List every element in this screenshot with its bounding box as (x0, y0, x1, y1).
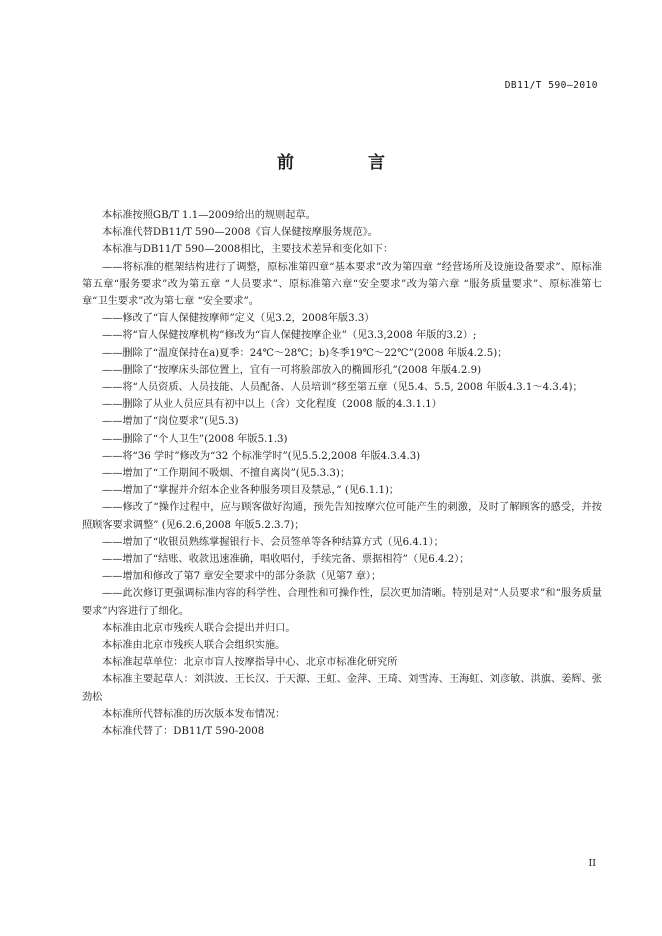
list-item: ——增加和修改了第7 章安全要求中的部分条款（见第7 章）； (102, 571, 382, 583)
paragraph: 本标准按照GB/T 1.1—2009给出的规则起草。 (102, 210, 316, 221)
list-item: ——将“盲人保健按摩机构”修改为“盲人保健按摩企业”（见3.3,2008 年版的3.2）; (102, 330, 477, 342)
list-item: ——将标准的框架结构进行了调整，原标准第四章“基本要求”改为第四章 “经营场所及设施设备要求”、原标准第五章“服务要求”改为第五章 “人员要求”、原标准第六章“安全要求”改为第六章 “服务质量要求”、原标准第七章“卫生要求”改为第七章 “安全要求”。 (82, 261, 602, 308)
doc-code: DB11/T 590—2010 (504, 80, 598, 91)
list-item: ——此次修订更强调标准内容的科学性、合理性和可操作性，层次更加清晰。特别是对“人员要求”和“服务质量要求”内容进行了细化。 (82, 588, 602, 617)
list-item: ——删除了“个人卫生”(2008 年版5.1.3) (102, 433, 288, 445)
paragraph: 本标准主要起草人：刘洪波、王长汉、于天源、王虹、金萍、王琦、刘雪涛、王海虹、刘彦敏、洪旗、姜辉、张劲松 (82, 674, 602, 703)
page-title: 前 言 (277, 153, 419, 173)
list-item: ——删除了从业人员应具有初中以上（含）文化程度（2008 版的4.3.1.1） (102, 399, 442, 411)
paragraph: 本标准起草单位：北京市盲人按摩指导中心、北京市标准化研究所 (102, 657, 398, 669)
list-item: ——增加了“收银员熟练掌握银行卡、会员签单等各种结算方式（见6.4.1）； (102, 536, 444, 548)
list-item: ——将“人员资质、人员技能、人员配备、人员培训”移至第五章（见5.4、5.5, 2008 年版4.3.1～4.3.4)； (102, 382, 583, 394)
list-item: ——修改了“盲人保健按摩师”定义（见3.2，2008年版3.3） (102, 313, 375, 325)
list-item: ——增加了“掌握并介绍本企业各种服务项目及禁忌，” (见6.1.1)； (102, 485, 400, 497)
document-body (82, 207, 602, 740)
list-item: ——增加了“结账、收款迅速准确，唱收唱付，手续完备、票据相符”（见6.4.2）； (102, 554, 470, 566)
page-number: II (588, 858, 596, 869)
list-item: ——删除了“按摩床头部位置上，宜有一可将脸部放入的椭圆形孔”(2008 年版4.2.9) (102, 364, 482, 376)
list-item: ——将“36 学时”修改为“32 个标准学时”(见5.5.2,2008 年版4.3.4.3) (102, 450, 421, 462)
paragraph: 本标准由北京市残疾人联合会组织实施。 (102, 640, 286, 652)
paragraph: 本标准代替了：DB11/T 590-2008 (102, 726, 265, 738)
paragraph: 本标准所代替标准的历次版本发布情况： (102, 708, 286, 720)
list-item: ——增加了“岗位要求”(见5.3) (102, 416, 239, 428)
paragraph: 本标准代替DB11/T 590—2008《盲人保健按摩服务规范》。 (102, 227, 378, 239)
list-item: ——修改了“操作过程中，应与顾客做好沟通，预先告知按摩穴位可能产生的刺激，及时了解顾客的感受，并按照顾客要求调整” (见6.2.6,2008 年版5.2.3.7)； (82, 502, 602, 531)
paragraph: 本标准由北京市残疾人联合会提出并归口。 (102, 622, 296, 634)
list-item: ——增加了“工作期间不吸烟、不擅自离岗”(见5.3.3)； (102, 468, 351, 480)
list-item: ——删除了“温度保持在a)夏季：24℃～28℃；b)冬季19℃～22℃”(2008 年版4.2.5)； (102, 347, 508, 359)
paragraph: 本标准与DB11/T 590—2008相比，主要技术差异和变化如下： (102, 244, 394, 256)
